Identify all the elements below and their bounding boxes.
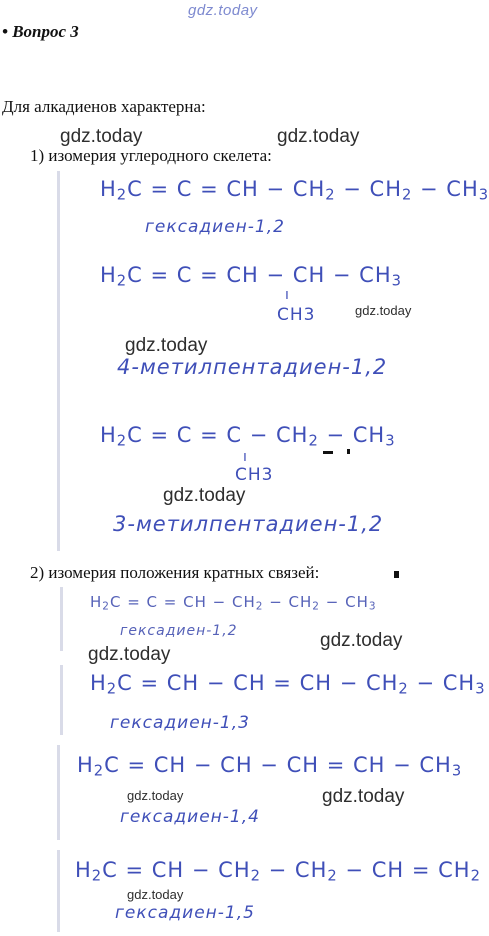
- formula: $H_2C$ = CH − $CH_2 - CH_2$ − CH = $CH_2$: [75, 858, 481, 885]
- watermark: gdz.today: [125, 335, 208, 356]
- compound-name: гексадиен-1,2: [145, 217, 285, 237]
- watermark: gdz.today: [127, 887, 184, 902]
- branch-group: CH3: [277, 305, 316, 325]
- compound-name: 4-метилпентадиен-1,2: [117, 355, 388, 379]
- mark: [394, 571, 399, 578]
- handwritten-photo-2: [55, 585, 486, 735]
- watermark: gdz.today: [322, 786, 405, 807]
- watermark: gdz.today: [163, 485, 246, 506]
- formula: $H_2C = C = C - CH_2 - CH_3$: [100, 423, 396, 450]
- formula: $H_2C$ = CH − CH − CH = CH − $CH_3$: [77, 753, 463, 780]
- formula: $H_2C = C$ = CH − $CH_2 - CH_2 - CH_3$: [100, 177, 489, 204]
- section-1-number: 1): [30, 146, 45, 165]
- handwritten-photo-1: [55, 165, 489, 555]
- watermark-top: gdz.today: [188, 2, 258, 19]
- compound-name: гексадиен-1,3: [110, 713, 250, 733]
- margin-line: [57, 171, 60, 551]
- margin-line: [60, 665, 63, 735]
- watermark: gdz.today: [60, 126, 143, 147]
- section-2-title: [30, 563, 319, 583]
- handwritten-photo-3: [55, 745, 463, 840]
- margin-line: [60, 587, 63, 651]
- section-2-label: изомерия положения кратных связей:: [48, 563, 320, 582]
- branch-bond: ı: [243, 449, 247, 465]
- question-heading: • Вопрос 3: [2, 22, 79, 41]
- compound-name: гексадиен-1,5: [115, 903, 255, 923]
- formula: $H_2C = C$ = CH − $CH_2 - CH_2 - CH_3$: [90, 593, 377, 613]
- compound-name: гексадиен-1,2: [120, 623, 238, 639]
- watermark: gdz.today: [88, 644, 171, 665]
- watermark: gdz.today: [277, 126, 360, 147]
- formula: $H_2C$ = CH − CH = CH − $CH_2 - CH_3$: [90, 671, 486, 698]
- section-2-number: 2): [30, 563, 45, 582]
- mark: [323, 451, 333, 454]
- margin-line: [57, 745, 60, 840]
- section-1-title: [30, 146, 272, 166]
- margin-line: [57, 850, 60, 932]
- intro-text: Для алкадиенов характерна:: [2, 97, 206, 116]
- branch-group: CH3: [235, 465, 274, 485]
- watermark: gdz.today: [355, 303, 412, 318]
- branch-bond: ı: [285, 287, 289, 303]
- section-1-label: изомерия углеродного скелета:: [48, 146, 272, 165]
- watermark: gdz.today: [320, 630, 403, 651]
- formula: $H_2C = C$ = CH − CH − $CH_3$: [100, 263, 402, 290]
- compound-name: 3-метилпентадиен-1,2: [113, 512, 384, 536]
- mark: [347, 449, 350, 454]
- handwritten-photo-4: [55, 850, 481, 932]
- watermark: gdz.today: [127, 788, 184, 803]
- compound-name: гексадиен-1,4: [120, 807, 260, 827]
